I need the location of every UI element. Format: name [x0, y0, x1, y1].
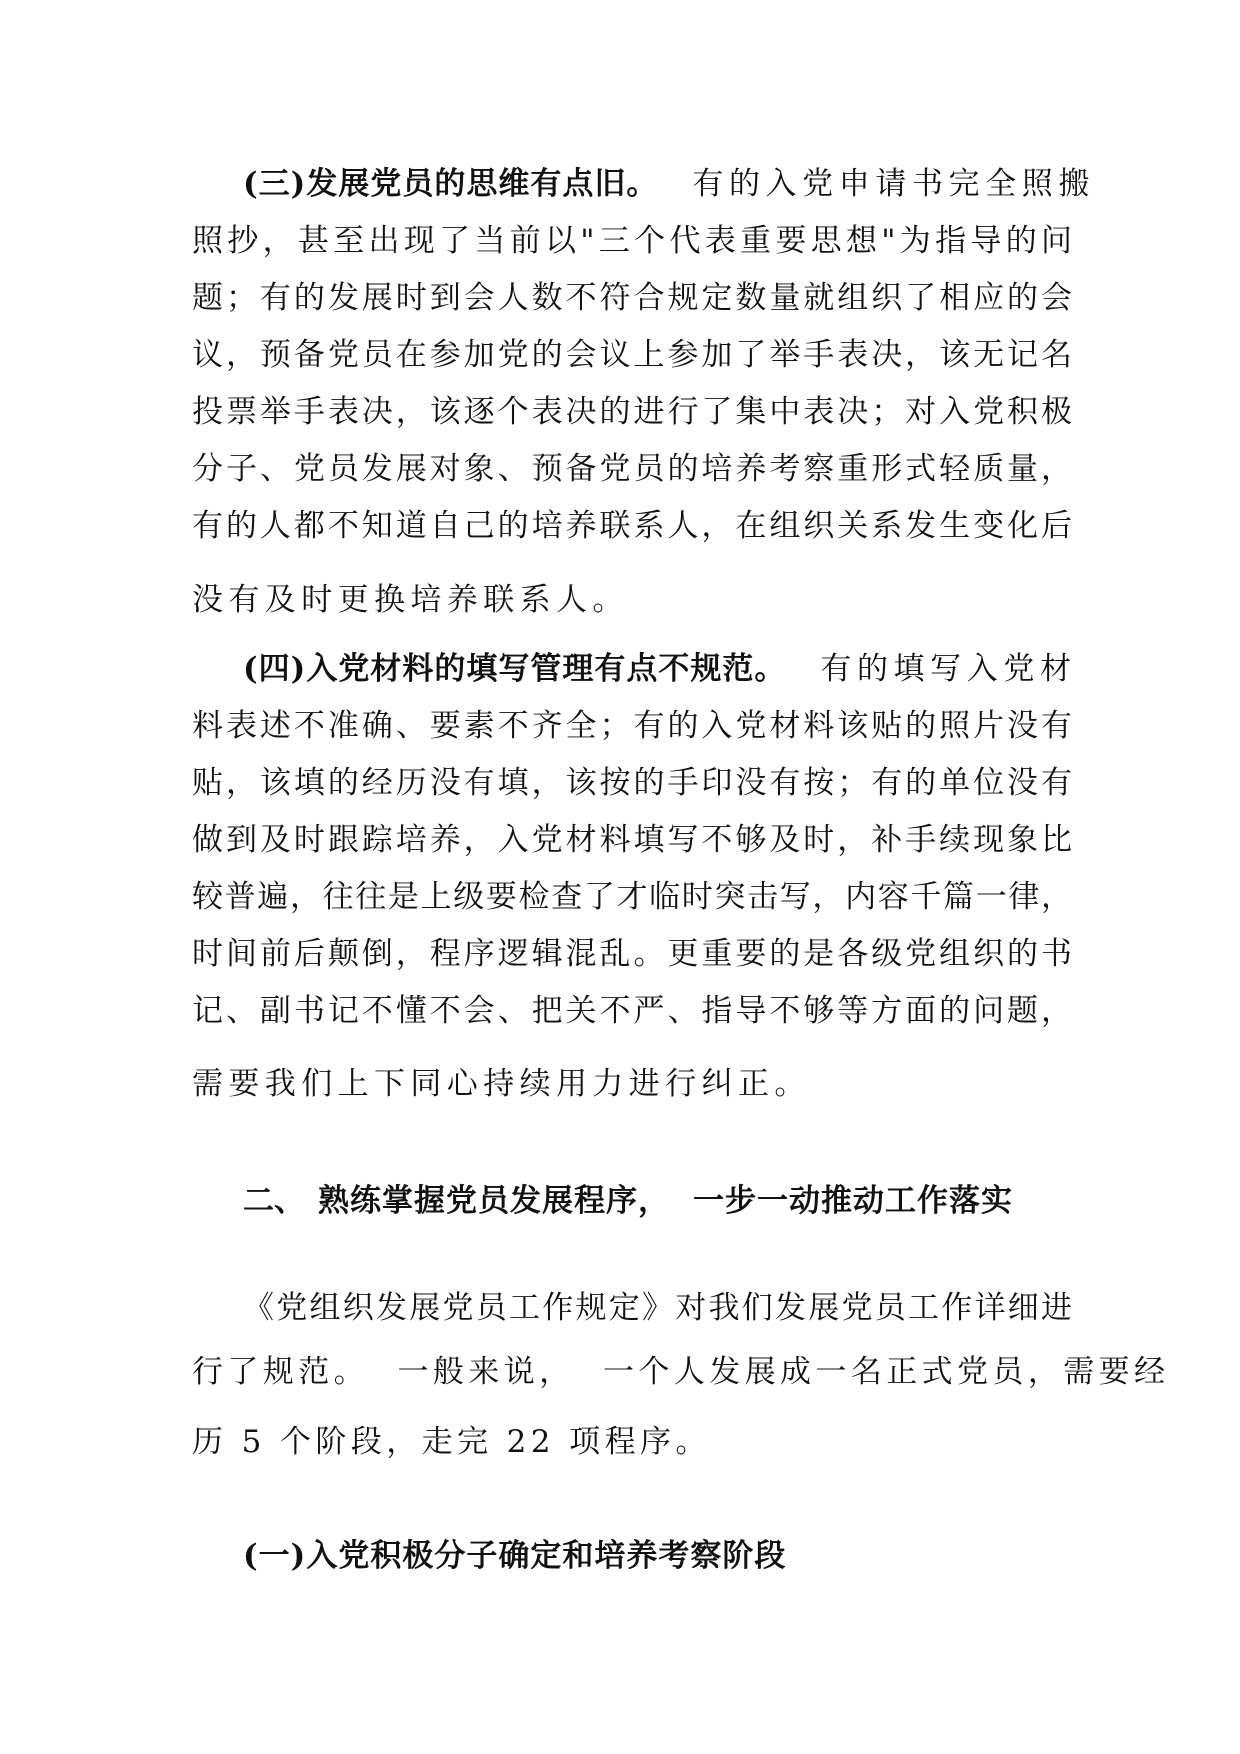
subsection-1-title: (一)入党积极分子确定和培养考察阶段 [243, 1538, 787, 1574]
section-4-line-1: 料表述不准确、要素不齐全；有的入党材料该贴的照片没有 [192, 708, 1072, 744]
section-4-title: (四)入党材料的填写管理有点不规范。 [243, 651, 787, 687]
section-3-line-5: 分子、党员发展对象、预备党员的培养考察重形式轻质量， [192, 451, 1072, 487]
intro-line-1: 行了规范。 一般来说， 一个人发展成一名正式党员，需要经 [192, 1354, 1170, 1390]
chapter-2-title-part1: 熟练掌握党员发展程序， [318, 1183, 670, 1219]
section-4-line-0: 有的填写入党材 [820, 651, 1077, 687]
intro-line-2: 历 5 个阶段，走完 22 项程序。 [192, 1424, 711, 1460]
section-4-line-3: 做到及时跟踪培养，入党材料填写不够及时，补手续现象比 [192, 822, 1072, 858]
section-3-line-3: 议，预备党员在参加党的会议上参加了举手表决，该无记名 [192, 337, 1072, 373]
section-4-line-7: 需要我们上下同心持续用力进行纠正。 [192, 1066, 811, 1102]
section-3-line-2: 题；有的发展时到会人数不符合规定数量就组织了相应的会 [192, 280, 1072, 316]
section-3-first-line [243, 164, 1095, 204]
intro-line-0: 《党组织发展党员工作规定》对我们发展党员工作详细进 [243, 1290, 1072, 1326]
section-4-line-2: 贴，该填的经历没有填，该按的手印没有按；有的单位没有 [192, 765, 1072, 801]
section-3-line-1: 照抄，甚至出现了当前以"三个代表重要思想"为指导的问 [192, 223, 1072, 259]
chapter-2-title-part2: 一步一动推动工作落实 [693, 1183, 1013, 1219]
section-3-line-4: 投票举手表决，该逐个表决的进行了集中表决；对入党积极 [192, 394, 1072, 430]
chapter-2-number: 二、 [243, 1183, 305, 1219]
section-4-first-line [243, 649, 1077, 689]
section-4-line-5: 时间前后颠倒，程序逻辑混乱。更重要的是各级党组织的书 [192, 936, 1072, 972]
section-3-line-7: 没有及时更换培养联系人。 [192, 582, 629, 618]
section-3-title: (三)发展党员的思维有点旧。 [243, 166, 659, 202]
section-4-line-6: 记、副书记不懂不会、把关不严、指导不够等方面的问题， [192, 993, 1072, 1029]
section-3-line-0: 有的入党申请书完全照搬 [692, 166, 1095, 202]
section-3-line-6: 有的人都不知道自己的培养联系人，在组织关系发生变化后 [192, 508, 1072, 544]
section-4-line-4: 较普遍，往往是上级要检查了才临时突击写，内容千篇一律， [192, 879, 1072, 915]
